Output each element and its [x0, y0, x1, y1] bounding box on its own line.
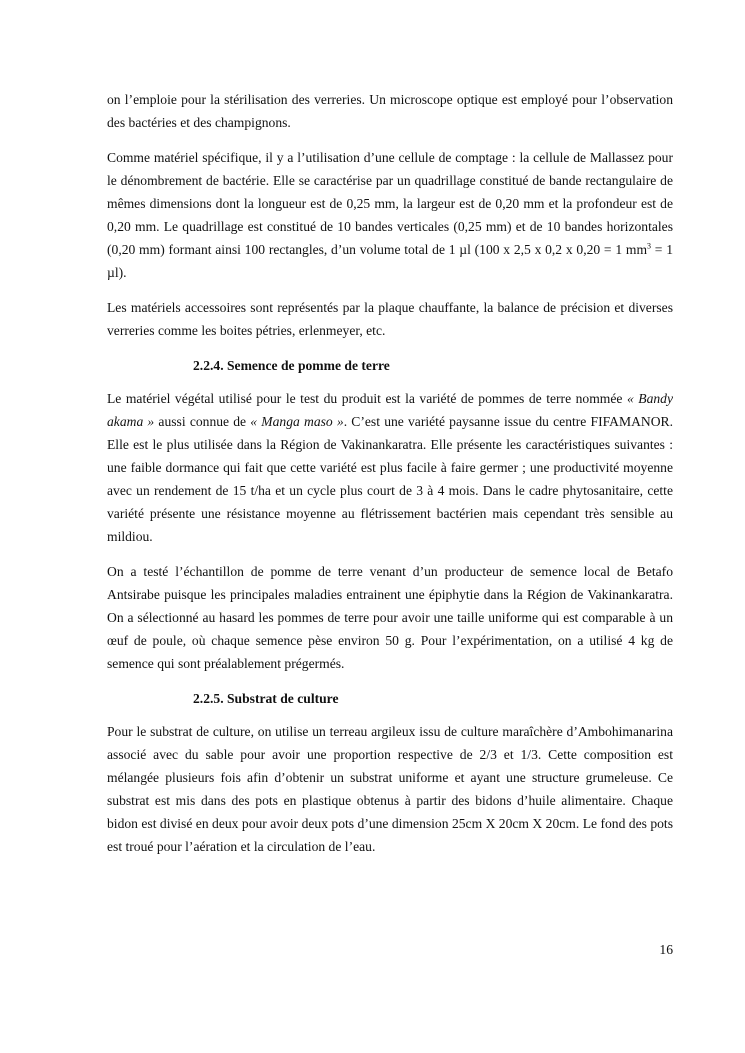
paragraph-cellule-comptage [107, 146, 673, 284]
paragraph-echantillon: On a testé l’échantillon de pomme de terre venant d’un producteur de semence local de Betafo Antsirabe puisque les principales maladies entrainent une épiphytie dans la Région de Vakinankaratra. On a sélectionné au hasard les pommes de terre pour avoir une taille uniforme qui est comparable à un œuf de poule, où chaque semence pèse environ 50 g. Pour l’expérimentation, on a utilisé 4 kg de semence qui sont préalablement prégermés. [107, 564, 673, 671]
heading-substrat-de-culture: 2.2.5. Substrat de culture [193, 691, 339, 706]
paragraph-vegetal-mid: aussi connue de [154, 414, 251, 429]
document-page [107, 88, 673, 870]
paragraph-sterilisation: on l’emploie pour la stérilisation des verreries. Un microscope optique est employé pour l’observation des bactéries et des champignons. [107, 92, 673, 130]
variety-name-manga-maso: « Manga maso » [250, 414, 344, 429]
paragraph-cellule-text: Comme matériel spécifique, il y a l’utilisation d’une cellule de comptage : la cellule de Mallassez pour le dénombrement de bactérie. Elle se caractérise par un quadrillage constitué de bande rectangulaire de mêmes dimensions dont la longueur est de 0,25 mm, la largeur est de 0,20 mm et la profondeur est de 0,20 mm. Le quadrillage est constitué de 10 bandes verticales (0,25 mm) et de 10 bandes horizontales (0,20 mm) formant ainsi 100 rectangles, d’un volume total de 1 µl (100 x 2,5 x 0,2 x 0,20 = 1 mm [107, 150, 673, 257]
paragraph-vegetal-end: . C’est une variété paysanne issue du centre FIFAMANOR. Elle est le plus utilisée dans la Région de Vakinankaratra. Elle présente les caractéristiques suivantes : une faible dormance qui fait que cette variété est plus facile à faire germer ; une productivité moyenne avec un rendement de 15 t/ha et un cycle plus court de 3 à 4 mois. Dans le cadre phytosanitaire, cette variété présente une résistance moyenne au flétrissement bactérien mais cependant très sensible au mildiou. [107, 414, 673, 544]
paragraph-substrat: Pour le substrat de culture, on utilise un terreau argileux issu de culture maraîchère d’Ambohimanarina associé avec du sable pour avoir une proportion respective de 2/3 et 1/3. Cette composition est mélangée plusieurs fois afin d’obtenir un substrat uniforme et ayant une structure grumeleuse. Ce substrat est mis dans des pots en plastique obtenus à partir des bidons d’huile alimentaire. Chaque bidon est divisé en deux pour avoir deux pots d’une dimension 25cm X 20cm X 20cm. Le fond des pots est troué pour l’aération et la circulation de l’eau. [107, 724, 673, 854]
paragraph-vegetal-text: Le matériel végétal utilisé pour le test du produit est la variété de pommes de terre nommée [107, 391, 627, 406]
variety-name-bandy-akama: « Bandy akama » [107, 391, 673, 429]
superscript-cube: 3 [647, 241, 652, 251]
paragraph-materiels-accessoires: Les matériels accessoires sont représentés par la plaque chauffante, la balance de précision et diverses verreries comme les boites pétries, erlenmeyer, etc. [107, 300, 673, 338]
heading-semence-pomme-de-terre: 2.2.4. Semence de pomme de terre [193, 358, 390, 373]
paragraph-cellule-end: = 1 µl). [107, 242, 674, 280]
paragraph-materiel-vegetal [107, 387, 673, 548]
page-number: 16 [659, 942, 673, 957]
